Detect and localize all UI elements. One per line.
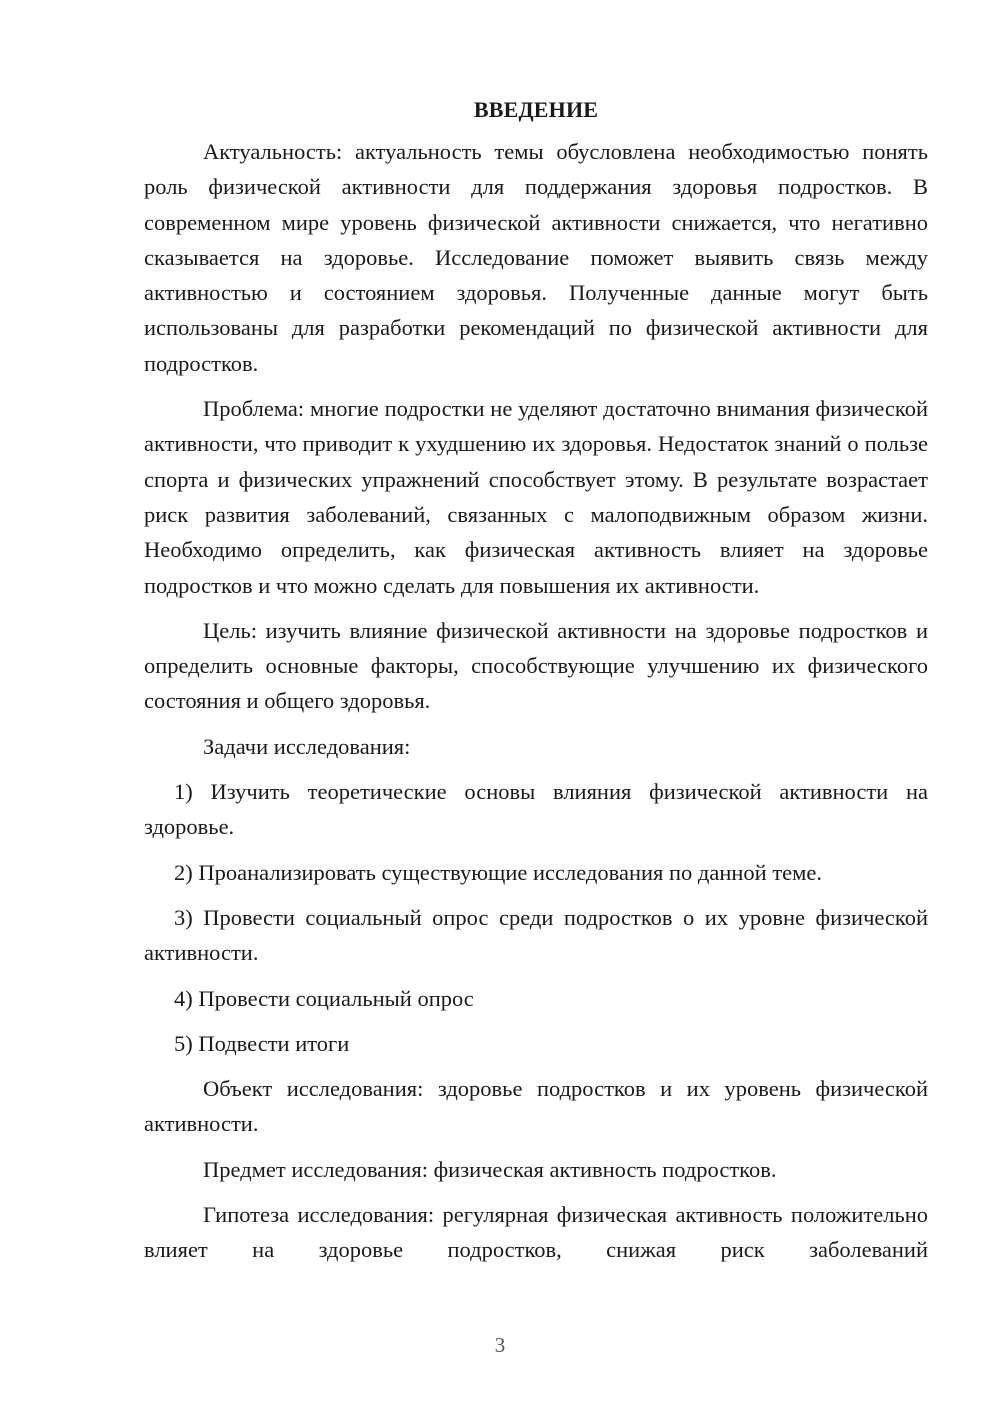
task-item-1: 1) Изучить теоретические основы влияния физической активности на здоровье. xyxy=(144,779,928,840)
page-content xyxy=(144,92,928,1268)
task-item-2: 2) Проанализировать существующие исследования по данной теме. xyxy=(174,859,823,885)
tasks-list xyxy=(144,774,928,1061)
subject-paragraph: Предмет исследования: физическая активность подростков. xyxy=(203,1156,777,1182)
task-item-4: 4) Провести социальный опрос xyxy=(174,985,474,1011)
task-item-3: 3) Провести социальный опрос среди подростков о их уровне физической активности. xyxy=(144,904,928,966)
page-number: 3 xyxy=(494,1333,506,1357)
goal-paragraph: Цель: изучить влияние физической активности на здоровье подростков и определить основные факторы, способствующие улучшению их физического состояния и общего здоровья. xyxy=(144,617,928,714)
tasks-heading: Задачи исследования: xyxy=(203,733,411,759)
problem-paragraph: Проблема: многие подростки не уделяют достаточно внимания физической активности, что приводит к ухудшению их здоровья. Недостаток знаний о пользе спорта и физических упражнений способствует этому. В результате возрастает риск развития заболеваний, связанных с малоподвижным образом жизни. Необходимо определить, как физическая активность влияет на здоровье подростков и что можно сделать для повышения их активности. xyxy=(144,396,928,598)
relevance-paragraph: Актуальность: актуальность темы обусловлена необходимостью понять роль физической активности для поддержания здоровья подростков. В современном мире уровень физической активности снижается, что негативно сказывается на здоровье. Исследование поможет выявить связь между активностью и состоянием здоровья. Полученные данные могут быть использованы для разработки рекомендаций по физической активности для подростков. xyxy=(144,139,928,376)
section-title: ВВЕДЕНИЕ xyxy=(473,97,599,122)
hypothesis-paragraph: Гипотеза исследования: регулярная физическая активность положительно влияет на здоровье подростков, снижая риск заболеваний xyxy=(144,1202,928,1263)
object-paragraph: Объект исследования: здоровье подростков и их уровень физической активности. xyxy=(144,1076,928,1137)
task-item-5: 5) Подвести итоги xyxy=(174,1030,350,1056)
